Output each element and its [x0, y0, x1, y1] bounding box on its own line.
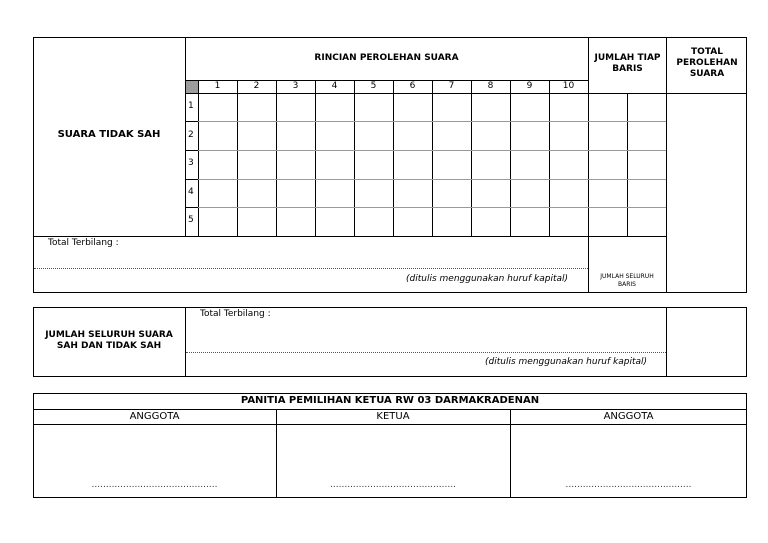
jumlah-tiap-baris-header: JUMLAH TIAP BARIS	[594, 53, 661, 74]
divider	[198, 80, 199, 237]
anggota-left-label: ANGGOTA	[129, 411, 180, 422]
divider	[432, 80, 433, 237]
divider	[549, 80, 550, 237]
divider	[33, 409, 747, 410]
jumlah-seluruh-baris-label: JUMLAH SELURUH BARIS	[600, 273, 654, 288]
column-number: 2	[253, 81, 260, 91]
row-line	[185, 179, 198, 180]
anggota-right-label: ANGGOTA	[603, 411, 654, 422]
row-line	[185, 207, 198, 208]
row-number: 1	[188, 101, 194, 111]
row-number: 2	[188, 130, 194, 140]
row-line	[185, 150, 198, 151]
terbilang-line	[186, 352, 666, 353]
row-number: 3	[188, 158, 194, 168]
divider	[185, 307, 186, 377]
divider	[315, 80, 316, 237]
column-number: 1	[214, 81, 221, 91]
suara-tidak-sah-label: SUARA TIDAK SAH	[57, 129, 161, 140]
divider	[237, 80, 238, 237]
panitia-title: PANITIA PEMILIHAN KETUA RW 03 DARMAKRADENAN	[240, 395, 540, 406]
column-number: 3	[292, 81, 299, 91]
divider	[185, 93, 588, 94]
total-perolehan-header: TOTAL PEROLEHAN SUARA	[676, 47, 738, 79]
signature-line-ketua: ............................................	[330, 480, 456, 490]
divider	[588, 37, 589, 293]
column-number: 7	[448, 81, 455, 91]
ketua-label: KETUA	[376, 411, 410, 422]
kapital-note: (ditulis menggunakan huruf kapital)	[406, 274, 568, 284]
column-number: 10	[562, 81, 575, 91]
divider	[33, 424, 747, 425]
rincian-header: RINCIAN PEROLEHAN SUARA	[314, 53, 459, 63]
signature-line-anggota-left: ............................................	[91, 480, 218, 490]
column-number: 8	[487, 81, 494, 91]
divider	[666, 37, 667, 293]
corner-shade	[186, 81, 198, 93]
row-line	[198, 179, 666, 180]
divider	[393, 80, 394, 237]
suara-tidak-sah-table	[33, 37, 747, 293]
divider	[276, 80, 277, 237]
divider	[471, 80, 472, 237]
column-number: 9	[526, 81, 533, 91]
row-number: 5	[188, 215, 194, 225]
row-number: 4	[188, 187, 194, 197]
divider	[33, 236, 666, 237]
kapital-note: (ditulis menggunakan huruf kapital)	[485, 357, 647, 367]
column-number: 6	[409, 81, 416, 91]
column-number: 5	[370, 81, 377, 91]
total-terbilang-label: Total Terbilang :	[200, 309, 271, 319]
terbilang-line	[34, 268, 588, 269]
row-line	[185, 121, 198, 122]
total-terbilang-label: Total Terbilang :	[48, 238, 119, 248]
signature-line-anggota-right: ............................................	[565, 480, 692, 490]
row-line	[198, 207, 666, 208]
divider	[666, 307, 667, 377]
jumlah-seluruh-suara-label: JUMLAH SELURUH SUARA SAH DAN TIDAK SAH	[45, 330, 173, 351]
row-line	[198, 150, 666, 151]
row-line	[198, 121, 666, 122]
divider	[588, 93, 747, 94]
column-number: 4	[331, 81, 338, 91]
divider	[627, 93, 628, 237]
divider	[354, 80, 355, 237]
divider	[510, 80, 511, 237]
